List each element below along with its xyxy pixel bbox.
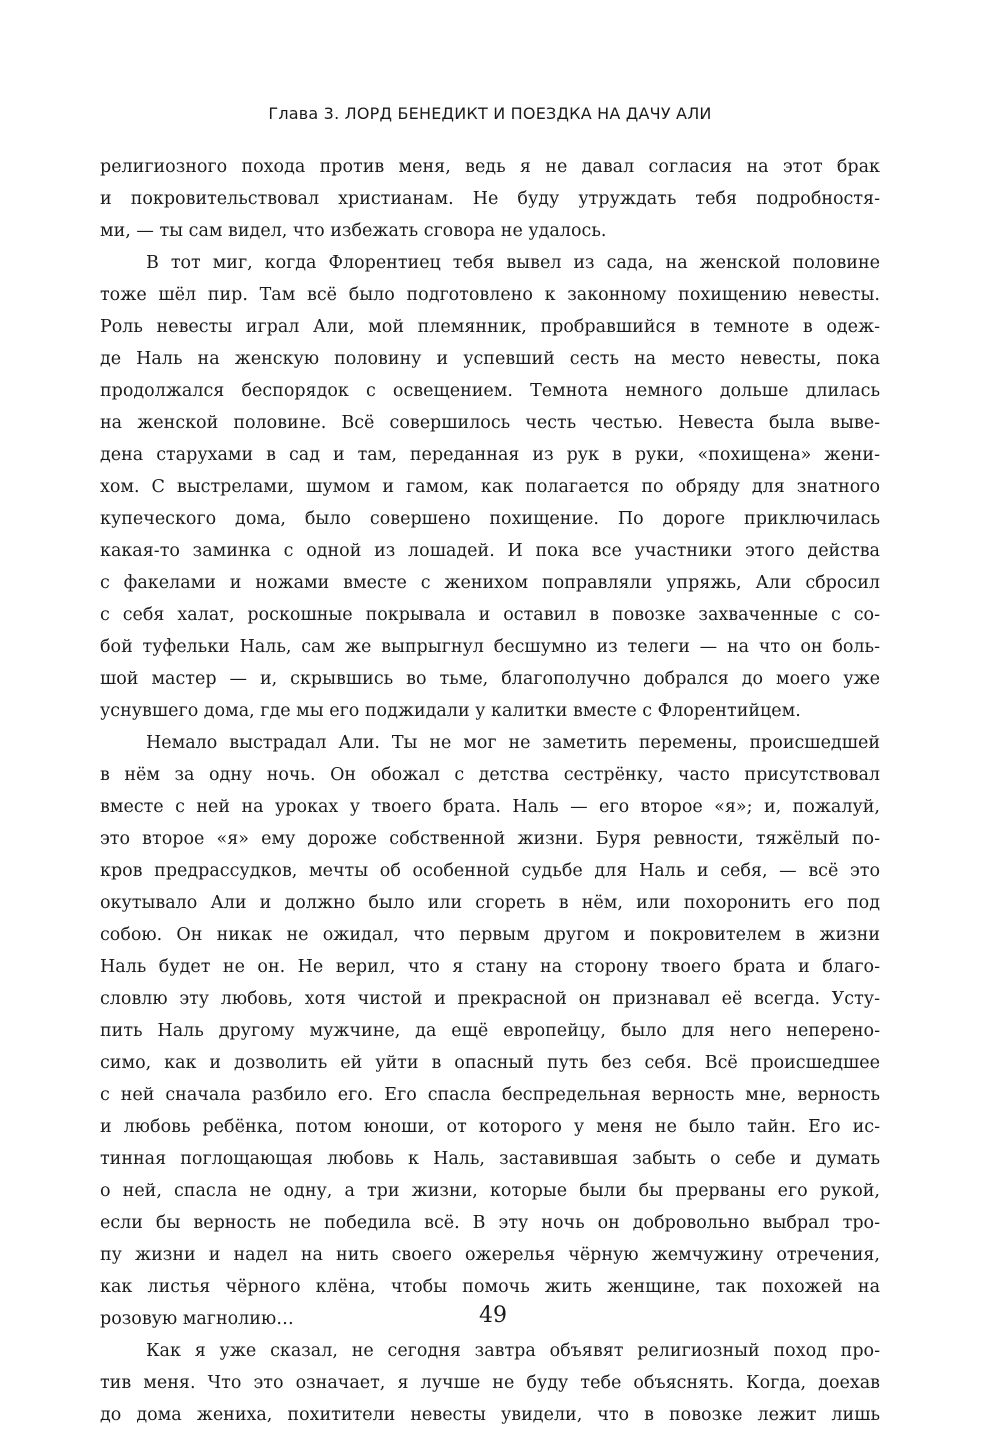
text-line: купеческого дома, было совершено похищение. По дороге приключилась xyxy=(100,509,880,529)
text-line: Немало выстрадал Али. Ты не мог не заметить перемены, происшедшей xyxy=(146,733,880,753)
text-line: де Наль на женскую половину и успевший сесть на место невесты, пока xyxy=(100,349,880,369)
text-line: на женской половине. Всё совершилось честь честью. Невеста была выве- xyxy=(100,413,880,433)
body-text xyxy=(100,151,880,1431)
text-line: как листья чёрного клёна, чтобы помочь жить женщине, так похожей на xyxy=(100,1277,880,1297)
text-line: до дома жениха, похитители невесты увидели, что в повозке лежит лишь xyxy=(100,1405,880,1425)
text-line: ми, — ты сам видел, что избежать сговора не удалось. xyxy=(100,221,607,241)
text-line: словлю эту любовь, хотя чистой и прекрасной он признавал её всегда. Усту- xyxy=(100,989,880,1009)
text-line: Как я уже сказал, не сегодня завтра объявят религиозный поход про- xyxy=(146,1341,880,1361)
text-line: в нём за одну ночь. Он обожал с детства сестрёнку, часто присутствовал xyxy=(100,765,880,785)
text-line: вместе с ней на уроках у твоего брата. Наль — его второе «я»; и, пожалуй, xyxy=(100,797,880,817)
running-head: Глава 3. ЛОРД БЕНЕДИКТ И ПОЕЗДКА НА ДАЧУ АЛИ xyxy=(268,104,712,123)
text-line: Наль будет не он. Не верил, что я стану на сторону твоего брата и благо- xyxy=(100,957,880,977)
text-line: какая-то заминка с одной из лошадей. И пока все участники этого действа xyxy=(100,541,880,561)
text-line: тинная поглощающая любовь к Наль, заставившая забыть о себе и думать xyxy=(100,1149,880,1169)
text-line: окутывало Али и должно было или сгореть в нём, или похоронить его под xyxy=(100,893,880,913)
text-line: если бы верность не победила всё. В эту ночь он добровольно выбрал тро- xyxy=(100,1213,880,1233)
text-line: с ней сначала разбило его. Его спасла беспредельная верность мне, верность xyxy=(100,1085,880,1105)
text-line: симо, как и дозволить ей уйти в опасный путь без себя. Всё происшедшее xyxy=(100,1053,880,1073)
text-line: пить Наль другому мужчине, да ещё европейцу, было для него неперено- xyxy=(100,1021,880,1041)
text-line: продолжался беспорядок с освещением. Темнота немного дольше длилась xyxy=(100,381,880,401)
text-line: собою. Он никак не ожидал, что первым другом и покровителем в жизни xyxy=(100,925,880,945)
text-line: тоже шёл пир. Там всё было подготовлено к законному похищению невесты. xyxy=(100,285,880,305)
page-number: 49 xyxy=(479,1303,507,1328)
text-line: бой туфельки Наль, сам же выпрыгнул бесшумно из телеги — на что он боль- xyxy=(100,637,880,657)
text-line: розовую магнолию… xyxy=(100,1309,294,1329)
text-line: хом. С выстрелами, шумом и гамом, как полагается по обряду для знатного xyxy=(100,477,880,497)
text-line: шой мастер — и, скрывшись во тьме, благополучно добрался до моего уже xyxy=(100,669,880,689)
text-line: тив меня. Что это означает, я лучше не буду тебе объяснять. Когда, доехав xyxy=(100,1373,880,1393)
text-line: Роль невесты играл Али, мой племянник, пробравшийся в темноте в одеж- xyxy=(100,317,880,337)
text-line: о ней, спасла не одну, а три жизни, которые были бы прерваны его рукой, xyxy=(100,1181,880,1201)
text-line: кров предрассудков, мечты об особенной судьбе для Наль и себя, — всё это xyxy=(100,861,880,881)
text-line: пу жизни и надел на нить своего ожерелья чёрную жемчужину отречения, xyxy=(100,1245,880,1265)
text-line: с факелами и ножами вместе с женихом поправляли упряжь, Али сбросил xyxy=(100,573,880,593)
text-line: религиозного похода против меня, ведь я не давал согласия на этот брак xyxy=(100,157,880,177)
text-line: уснувшего дома, где мы его поджидали у калитки вместе с Флорентийцем. xyxy=(100,701,801,721)
text-line: и любовь ребёнка, потом юноши, от которого у меня не было тайн. Его ис- xyxy=(100,1117,880,1137)
text-line: с себя халат, роскошные покрывала и оставил в повозке захваченные с со- xyxy=(100,605,880,625)
text-line: это второе «я» ему дороже собственной жизни. Буря ревности, тяжёлый по- xyxy=(100,829,880,849)
text-line: и покровительствовал христианам. Не буду утруждать тебя подробностя- xyxy=(100,189,880,209)
text-line: дена старухами в сад и там, переданная из рук в руки, «похищена» жени- xyxy=(100,445,880,465)
text-line: В тот миг, когда Флорентиец тебя вывел из сада, на женской половине xyxy=(146,253,880,273)
